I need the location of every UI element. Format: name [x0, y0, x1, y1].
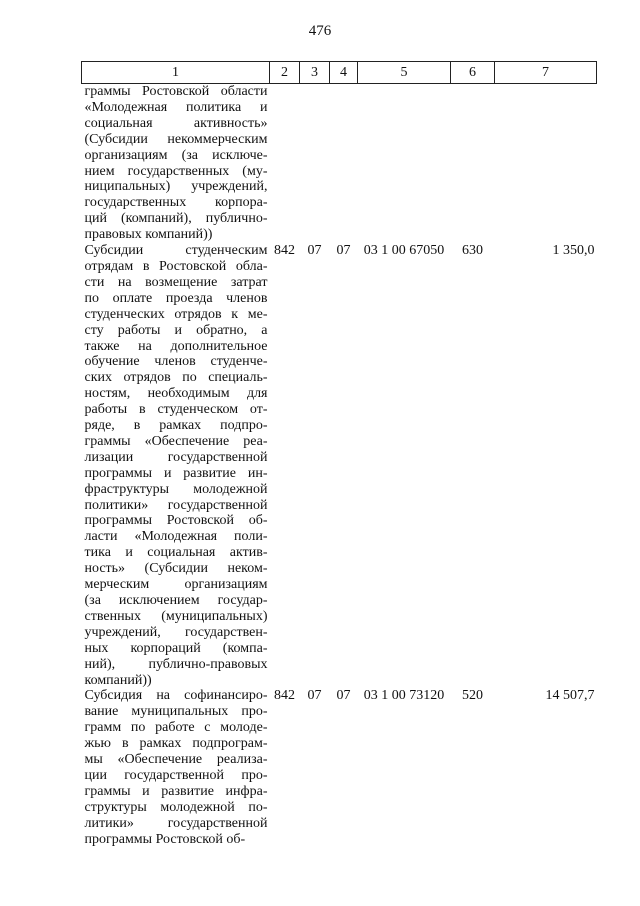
amount-value: 1 350,0	[552, 243, 595, 259]
ministry-code: 842	[274, 688, 295, 704]
header-col-1: 1	[82, 62, 270, 84]
page-number: 476	[308, 23, 332, 39]
description-line: фраструктуры молодежной	[84, 481, 268, 497]
description-line: сту работы и обратно, а	[84, 322, 268, 338]
description-line: Субсидия на софинансиро-	[84, 688, 268, 704]
expense-type-code: 630	[462, 243, 483, 259]
description-line: мы «Обеспечение реализа-	[84, 752, 268, 768]
description-line: государственных корпора-	[84, 195, 268, 211]
ministry-code	[270, 84, 300, 244]
description-line: граммы «Обеспечение реа-	[84, 433, 268, 449]
header-col-7: 7	[495, 62, 597, 84]
description-line: грамм по работе с молоде-	[84, 720, 268, 736]
target-article-code: 03 1 00 73120	[363, 688, 445, 704]
table-body	[82, 84, 597, 848]
ministry-code: 842	[274, 243, 295, 259]
description-line: нием государственных (му-	[84, 163, 268, 179]
description-line: ласти «Молодежная поли-	[84, 529, 268, 545]
table-row	[82, 243, 597, 688]
row-description	[82, 84, 270, 244]
description-line: ность» (Субсидии неком-	[84, 561, 268, 577]
description-line: граммы Ростовской области	[84, 84, 268, 99]
header-col-2: 2	[270, 62, 300, 84]
subsection-code	[330, 84, 358, 244]
description-line: Субсидии студенческим	[84, 243, 268, 259]
budget-table	[81, 61, 597, 848]
table-header	[82, 62, 597, 84]
description-line: жью в рамках подпрограм-	[84, 736, 268, 752]
header-col-6: 6	[451, 62, 495, 84]
section-code: 07	[307, 243, 322, 259]
description-line: правовых компаний))	[84, 227, 213, 243]
description-line: организациям (за исключе-	[84, 147, 268, 163]
section-code: 07	[307, 688, 322, 704]
description-line: ний), публично-правовых	[84, 656, 268, 672]
target-article-code	[358, 84, 451, 244]
description-line: вание муниципальных про-	[84, 704, 268, 720]
description-line: программы Ростовской об-	[84, 831, 246, 847]
description-line: политики» государственной	[84, 497, 268, 513]
expense-type-code	[451, 84, 495, 244]
header-row	[82, 62, 597, 84]
description-line: обучение членов студенче-	[84, 354, 268, 370]
description-line: (за исключением государ-	[84, 593, 268, 608]
description-line: социальная активность»	[84, 115, 268, 131]
section-code	[300, 84, 330, 244]
target-article-code: 03 1 00 67050	[363, 243, 445, 259]
subsection-code: 07	[336, 688, 351, 704]
description-line: тика и социальная актив-	[84, 545, 268, 561]
description-line: «Молодежная политика и	[84, 99, 268, 115]
description-line: ностям, необходимым для	[84, 386, 268, 402]
description-line: ряде, в рамках подпро-	[84, 418, 268, 434]
description-line: ции государственной про-	[84, 767, 268, 783]
description-line: граммы и развитие инфра-	[84, 783, 268, 799]
description-line: ций (компаний), публично-	[84, 211, 268, 227]
description-line: по оплате проезда членов	[84, 290, 268, 306]
amount-value: 14 507,7	[545, 688, 595, 704]
description-line: учреждений, государствен-	[84, 624, 268, 640]
table-row	[82, 688, 597, 847]
description-line: ских отрядов по специаль-	[84, 370, 268, 386]
description-line: программы Ростовской об-	[84, 513, 268, 529]
description-line: ниципальных) учреждений,	[84, 179, 268, 195]
header-col-4: 4	[330, 62, 358, 84]
row-description	[82, 243, 270, 688]
row-description	[82, 688, 270, 847]
description-line: отрядам в Ростовской обла-	[84, 258, 268, 274]
header-col-3: 3	[300, 62, 330, 84]
description-line: структуры молодежной по-	[84, 799, 268, 815]
description-line: ных корпораций (компа-	[84, 640, 268, 656]
description-line: сти на возмещение затрат	[84, 274, 268, 290]
description-line: студенческих отрядов к ме-	[84, 306, 268, 322]
description-line: программы и развитие ин-	[84, 465, 268, 481]
description-line: компаний))	[84, 672, 152, 688]
description-line: лизации государственной	[84, 449, 268, 465]
description-line: работы в студенческом от-	[84, 402, 268, 418]
subsection-code: 07	[336, 243, 351, 259]
table-row	[82, 84, 597, 244]
description-line: ственных (муниципальных)	[84, 608, 268, 624]
description-line: (Субсидии некоммерческим	[84, 131, 268, 147]
amount-value	[495, 84, 597, 244]
description-line: также на дополнительное	[84, 338, 268, 354]
description-line: литики» государственной	[84, 815, 268, 831]
header-col-5: 5	[358, 62, 451, 84]
description-line: мерческим организациям	[84, 577, 268, 593]
expense-type-code: 520	[462, 688, 483, 704]
